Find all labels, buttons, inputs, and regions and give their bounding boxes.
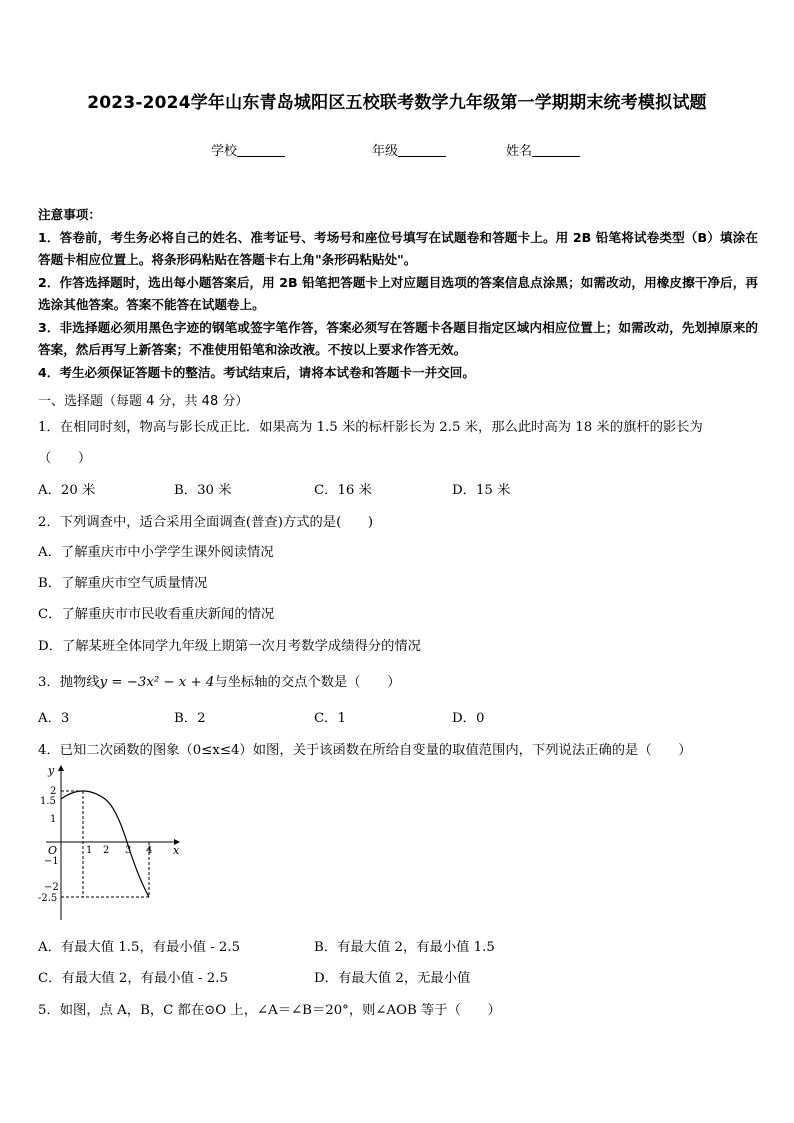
q3-formula: y = −3x² − x + 4 (99, 675, 215, 690)
notes-block (38, 204, 758, 384)
q2-option-c[interactable]: C．了解重庆市市民收看重庆新闻的情况 (38, 607, 275, 622)
origin-label: O (48, 844, 58, 857)
y-tick-minus-1: −1 (44, 856, 59, 867)
q2-option-b[interactable]: B．了解重庆市空气质量情况 (38, 576, 208, 591)
q5-stem: 5．如图，点 A，B，C 都在⊙O 上，∠A＝∠B＝20°，则∠AOB 等于（ ） (38, 1003, 501, 1018)
q1-option-a[interactable]: A．20 米 (38, 483, 96, 498)
section-heading: 一、选择题（每题 4 分，共 48 分） (38, 394, 249, 409)
parabola-curve (61, 791, 149, 897)
name-field[interactable] (506, 140, 580, 159)
note-item: 4．考生必须保证答题卡的整洁。考试结束后，请将本试卷和答题卡一并交回。 (38, 364, 475, 380)
note-item: 3．非选择题必须用黑色字迹的钢笔或签字笔作答，答案必须写在答题卡各题目指定区域内相应位置上；如需改动，先划掉原来的答案，然后再写上新答案；不准使用铅笔和涂改液。不按以上要求作答无效。 (38, 319, 758, 357)
q4-option-a[interactable]: A．有最大值 1.5，有最小值 - 2.5 (38, 940, 241, 955)
q3-stem (38, 671, 401, 690)
grade-field[interactable] (372, 140, 446, 159)
q1-option-b[interactable]: B．30 米 (174, 483, 232, 498)
grade-blank[interactable] (398, 144, 446, 157)
q4-stem: 4．已知二次函数的图象（0≤x≤4）如图，关于该函数在所给自变量的取值范围内，下列说法正确的是（ ） (38, 743, 692, 758)
q1-stem: 1．在相同时刻，物高与影长成正比．如果高为 1.5 米的标杆影长为 2.5 米，那么此时高为 18 米的旗杆的影长为 (38, 420, 703, 435)
q4-option-c[interactable]: C．有最大值 2，有最小值 - 2.5 (38, 971, 228, 986)
y-tick-minus-2-5: -2.5 (38, 893, 58, 904)
q3-prefix: 3．抛物线 (38, 675, 100, 690)
axis-x-label: x (173, 844, 180, 857)
axis-y-label: y (48, 764, 55, 777)
q1-option-c[interactable]: C．16 米 (314, 483, 372, 498)
school-label: 学校 (211, 144, 238, 159)
q2-stem: 2．下列调查中，适合采用全面调查(普查)方式的是( ) (38, 515, 374, 530)
y-tick-2: 2 (50, 786, 57, 797)
page-title: 2023-2024学年山东青岛城阳区五校联考数学九年级第一学期期末统考模拟试题 (87, 93, 707, 113)
x-tick-3: 3 (125, 845, 132, 856)
note-item: 2．作答选择题时，选出每小题答案后，用 2B 铅笔把答题卡上对应题目选项的答案信息点涂黑；如需改动，用橡皮擦干净后，再选涂其他答案。答案不能答在试题卷上。 (38, 274, 758, 312)
q4-function-graph (36, 760, 186, 926)
q1-option-d[interactable]: D．15 米 (452, 483, 511, 498)
name-blank[interactable] (532, 144, 580, 157)
q3-option-c[interactable]: C．1 (314, 711, 346, 726)
note-item: 1．答卷前，考生务必将自己的姓名、准考证号、考场号和座位号填写在试题卷和答题卡上。用 2B 铅笔将试卷类型（B）填涂在答题卡相应位置上。将条形码粘贴在答题卡右上角"条形码粘贴处"。 (38, 229, 758, 267)
q3-option-b[interactable]: B．2 (174, 711, 206, 726)
school-blank[interactable] (237, 144, 285, 157)
x-tick-1: 1 (86, 845, 93, 856)
y-tick-minus-2: −2 (44, 882, 59, 893)
q3-suffix: 与坐标轴的交点个数是（ ） (214, 675, 401, 690)
q3-option-d[interactable]: D．0 (452, 711, 485, 726)
q4-option-b[interactable]: B．有最大值 2，有最小值 1.5 (314, 940, 495, 955)
y-tick-1-5: 1.5 (40, 796, 56, 807)
notes-heading: 注意事项： (38, 207, 101, 222)
x-tick-4: 4 (146, 845, 153, 856)
q4-option-d[interactable]: D．有最大值 2，无最小值 (314, 971, 471, 986)
q2-option-d[interactable]: D．了解某班全体同学九年级上期第一次月考数学成绩得分的情况 (38, 639, 421, 654)
grade-label: 年级 (372, 144, 399, 159)
x-tick-2: 2 (103, 845, 110, 856)
school-field[interactable] (211, 140, 285, 159)
name-label: 姓名 (506, 144, 533, 159)
q1-paren: （ ） (38, 451, 92, 466)
q2-option-a[interactable]: A．了解重庆市中小学学生课外阅读情况 (38, 545, 274, 560)
y-tick-1: 1 (50, 814, 57, 825)
q3-option-a[interactable]: A．3 (38, 711, 70, 726)
